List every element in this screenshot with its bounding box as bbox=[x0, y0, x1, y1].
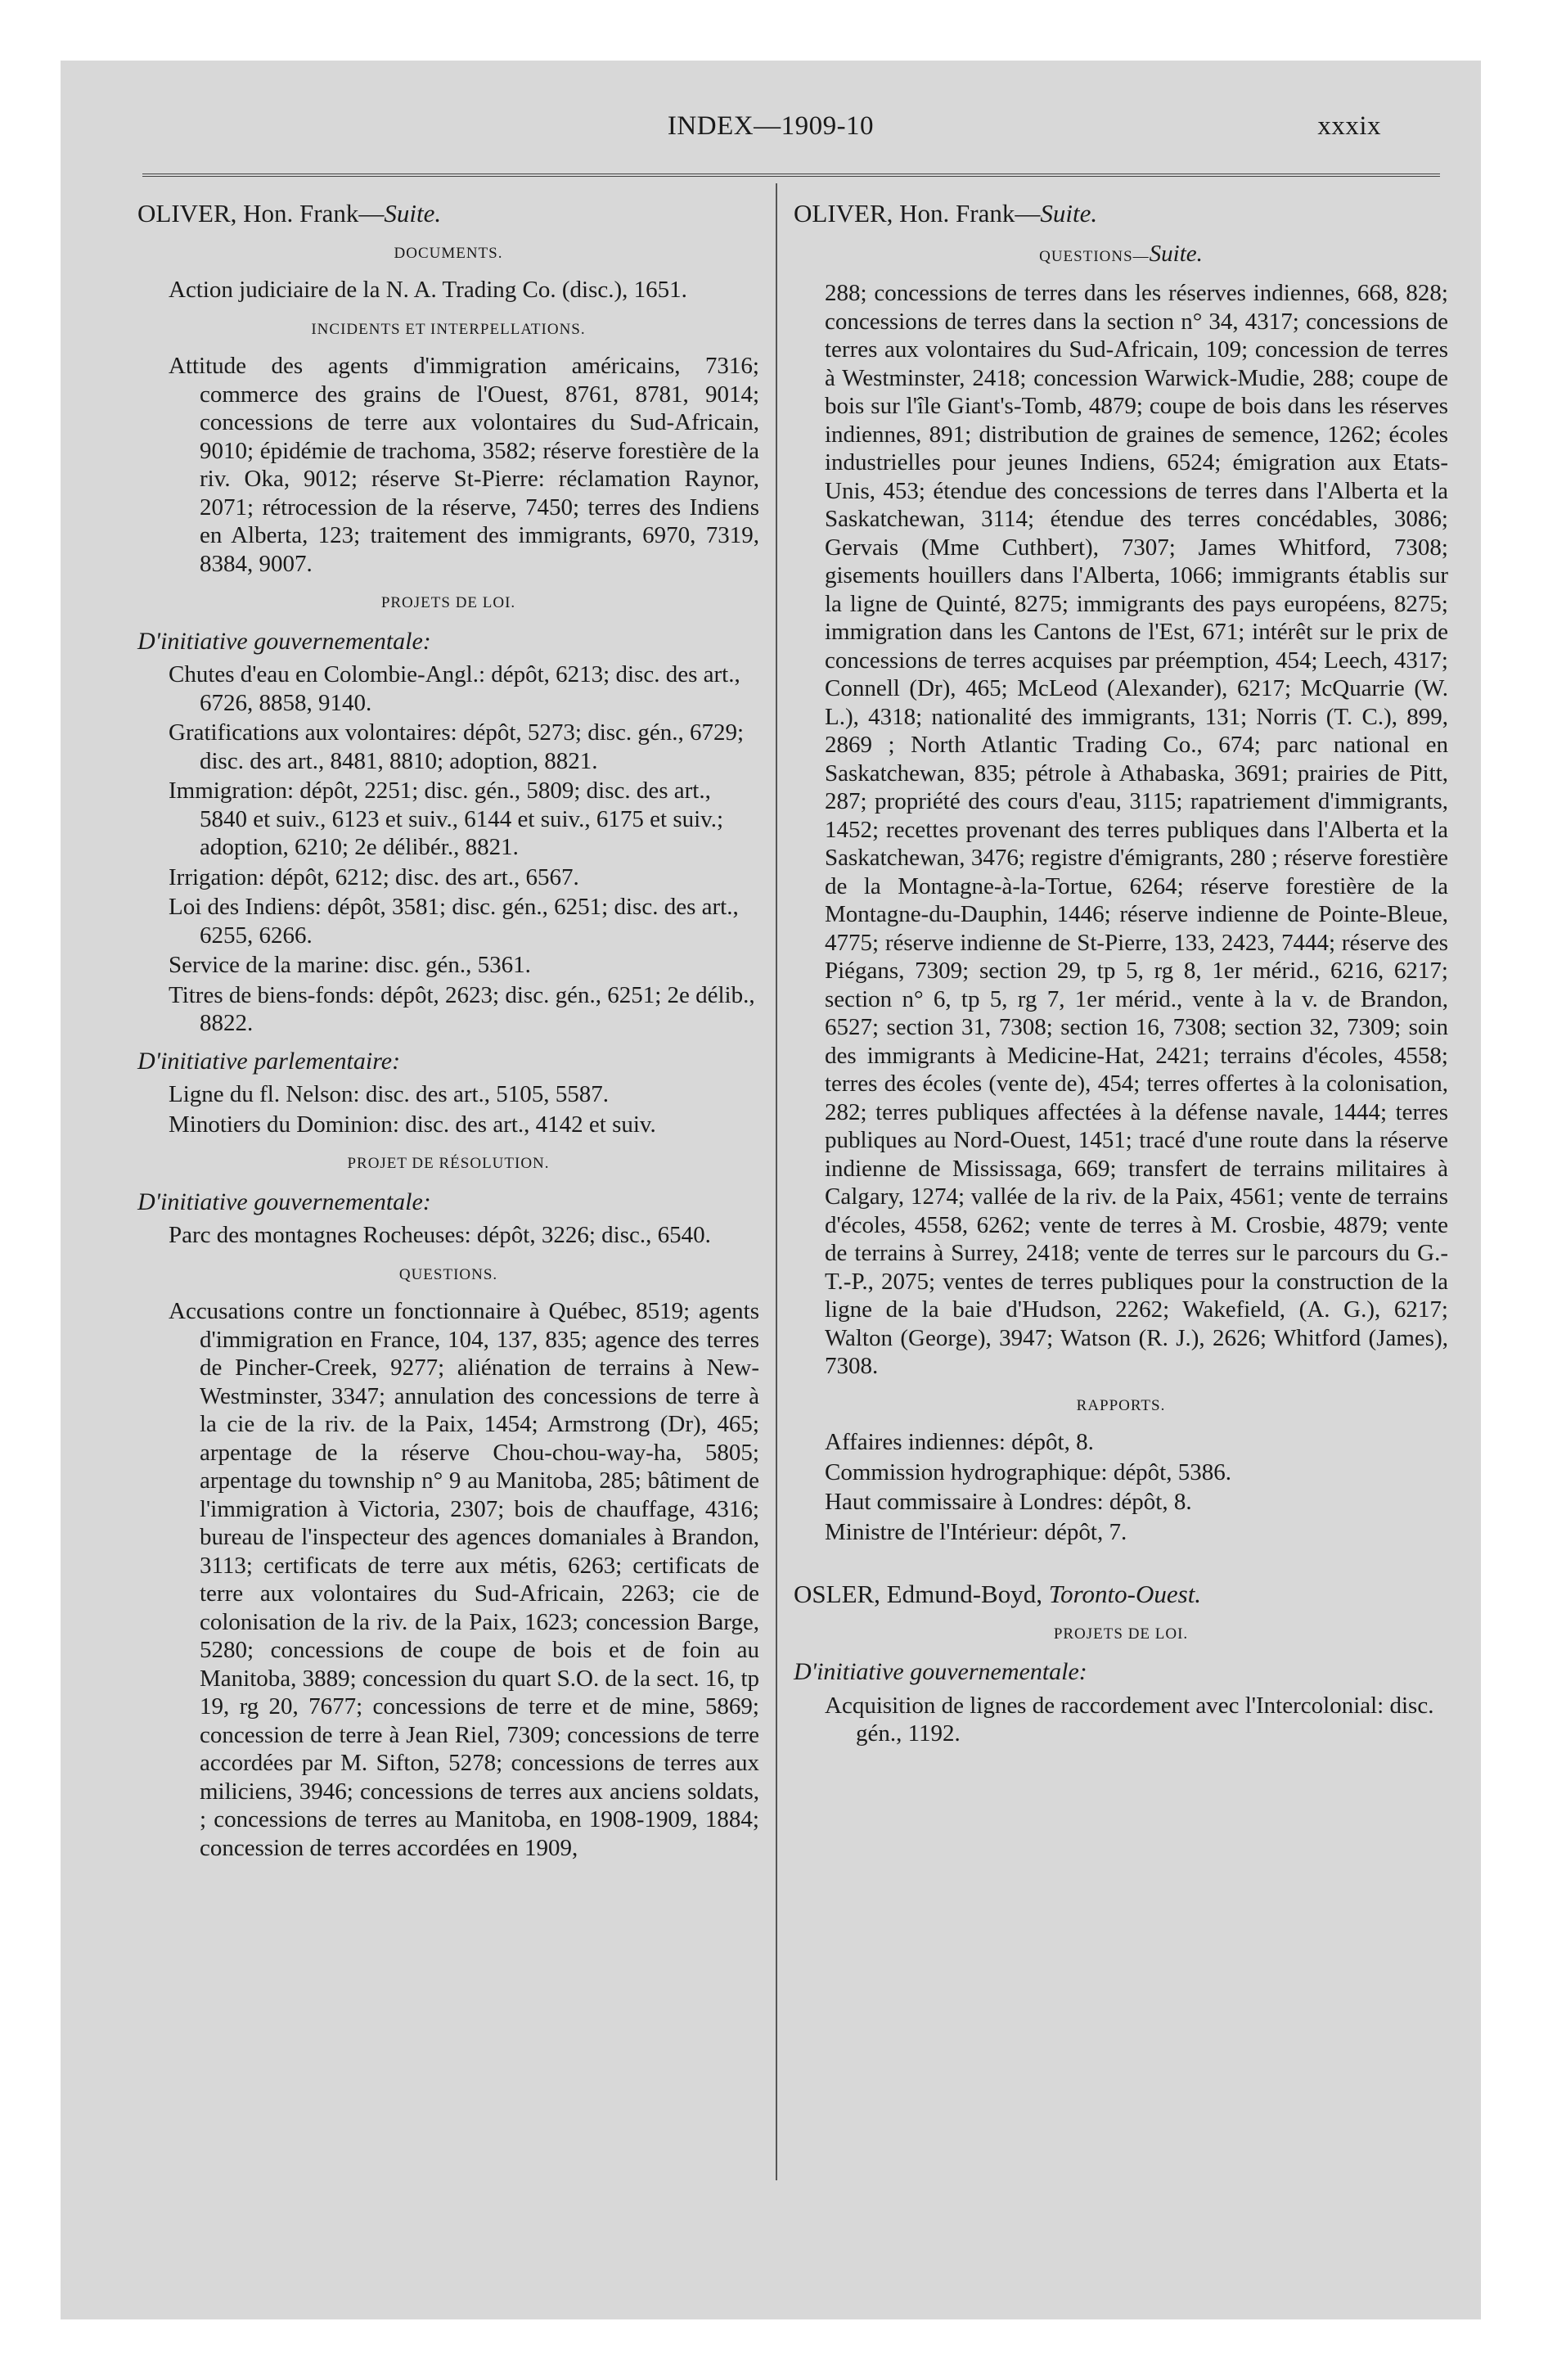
section-documents: DOCUMENTS. bbox=[394, 244, 503, 262]
list-item: Commission hydrographique: dépôt, 5386. bbox=[825, 1458, 1231, 1485]
list-item: Minotiers du Dominion: disc. des art., 4142 et suiv. bbox=[169, 1111, 656, 1138]
list-item: Immigration: dépôt, 2251; disc. gén., 5809; disc. des art., 5840 et suiv., 6123 et suiv., 6144 et suiv., 6175 et suiv.; adoption, 6210; 2e délibér., 8821. bbox=[169, 778, 724, 860]
questions-suite: Suite. bbox=[1149, 240, 1203, 267]
subhead-res-gouvernementale: D'initiative gouvernementale: bbox=[137, 1188, 431, 1215]
list-item: Titres de biens-fonds: dépôt, 2623; disc. gén., 6251; 2e délib., 8822. bbox=[169, 981, 755, 1036]
questions-text: Accusations contre un fonctionnaire à Québec, 8519; agents d'immigration en France, 104, 137, 835; agence des terres de Pincher-Creek, 9277; aliénation de terrains à New-Westminster, 3347; annulation des concessions de terre à la cie de la riv. de la Paix, 1454; Armstrong (Dr), 465; arpentage de la réserve Chou-chou-way-ha, 5805; arpentage du township n° 9 au Manitoba, 285; bâtiment de l'immigration à Victoria, 2307; bois de chauffage, 4316; bureau de l'inspecteur des agences domaniales à Brandon, 3113; certificats de terre aux métis, 6263; certificats de terre aux volontaires du Sud-Africain, 2263; cie de colonisation de la riv. de la Paix, 1623; concession Barge, 5280; concessions de coupe de bois et de foin au Manitoba, 3889; concession du quart S.O. de la sect. 16, tp 19, rg 20, 7677; concessions de terre et de mine, 5869; concession de terre à Jean Riel, 7309; concessions de terre accordées par M. Sifton, 5278; concessions de terres aux miliciens, 3946; concessions de terres aux anciens soldats, ; concessions de terres au Manitoba, en 1908-1909, 1884; concession de terres accordées en 1909, bbox=[169, 1298, 759, 1861]
incidents-text: Attitude des agents d'immigration américains, 7316; commerce des grains de l'Ouest, 8761, 8781, 9014; concessions de terre aux volontaires du Sud-Africain, 9010; épidémie de trachoma, 3582; réserve forestière de la riv. Oka, 9012; réserve St-Pierre: réclamation Raynor, 2071; rétrocession de la réserve, 7450; terres des Indiens en Alberta, 123; traitement des immigrants, 6970, 7319, 8384, 9007. bbox=[169, 353, 759, 577]
section-projet-de-resolution: PROJET DE RÉSOLUTION. bbox=[347, 1155, 550, 1172]
spacer bbox=[794, 1548, 1448, 1580]
entry-heading-oliver bbox=[137, 200, 759, 228]
entry-suite: Suite. bbox=[384, 199, 442, 228]
entry-suite: Suite. bbox=[1040, 199, 1098, 228]
page-number: xxxix bbox=[1317, 111, 1381, 141]
questions-text: 288; concessions de terres dans les réserves indiennes, 668, 828; concessions de terres dans la section n° 34, 4317; concessions de terres aux volontaires du Sud-Africain, 109; concession de terres à Westminster, 2418; concession Warwick-Mudie, 288; coupe de bois sur l'île Giant's-Tomb, 4879; coupe de bois dans les réserves indiennes, 891; distribution de graines de semence, 1262; écoles industrielles pour jeunes Indiens, 6524; émigration aux Etats-Unis, 453; étendue des concessions de terres dans l'Alberta et la Saskatchewan, 3114; étendue des terres concédables, 3086; Gervais (Mme Cuthbert), 7307; James Whitford, 7308; gisements houillers dans l'Alberta, 1066; immigrants établis sur la ligne de Quinté, 8275; immigrants des pays européens, 8275; immigration dans les Cantons de l'Est, 671; intérêt sur le prix de concessions de terres acquises par préemption, 454; Leech, 4317; Connell (Dr), 465; McLeod (Alexander), 6217; McQuarrie (W. L.), 4318; nationalité des immigrants, 131; Norris (T. C.), 899, 2869 ; North Atlantic Trading Co., 674; parc national en Saskatchewan, 835; pétrole à Athabaska, 3691; prairies de Pitt, 287; propriété des cours d'eau, 3115; rapatriement d'immigrants, 1452; recettes provenant des terres publiques dans l'Alberta et la Saskatchewan, 3476; registre d'émigrants, 280 ; réserve forestière de la Montagne-à-la-Tortue, 6264; réserve forestière de la Montagne-du-Dauphin, 1446; réserve indienne de Pointe-Bleue, 4775; réserve indienne de St-Pierre, 133, 2423, 7444; réserve des Piégans, 7309; section 29, tp 5, rg 8, 1er mérid., 6216, 6217; section n° 6, tp 5, rg 7, 1er mérid., vente à la v. de Brandon, 6527; section 31, 7308; section 16, 7308; section 32, 7309; soin des immigrants à Medicine-Hat, 2421; terrains d'écoles, 4558; terres des écoles (vente de), 454; terres offertes à la colonisation, 282; terres publiques affectées à la défense navale, 1444; terres publiques au Nord-Ouest, 1451; tracé d'une route dans la réserve indienne de Mississaga, 669; transfert de terrains militaires à Calgary, 1274; vallée de la riv. de la Paix, 4561; vente de terrains d'écoles, 4558, 6262; vente de terres à M. Crosbie, 4879; vente de terrains à Surrey, 2418; vente de terres sur le parcours du G.-T.-P., 2075; ventes de terres publiques pour la construction de la ligne de la baie d'Hudson, 2262; Wakefield, (A. G.), 6217; Walton (George), 3947; Watson (R. J.), 2626; Whitford (James), 7308. bbox=[825, 280, 1448, 1379]
section-rapports: RAPPORTS. bbox=[1076, 1396, 1166, 1414]
entry-heading-oliver-cont bbox=[794, 200, 1448, 228]
entry-riding: Toronto-Ouest. bbox=[1048, 1580, 1202, 1608]
subhead-gouvernementale: D'initiative gouvernementale: bbox=[137, 627, 431, 655]
list-item: Affaires indiennes: dépôt, 8. bbox=[825, 1429, 1094, 1455]
list-item: Parc des montagnes Rocheuses: dépôt, 3226; disc., 6540. bbox=[169, 1222, 711, 1248]
documents-item: Action judiciaire de la N. A. Trading Co. (disc.), 1651. bbox=[169, 277, 687, 303]
subhead-osler-gouvernementale: D'initiative gouvernementale: bbox=[794, 1658, 1087, 1685]
section-questions: QUESTIONS. bbox=[398, 1265, 498, 1283]
section-projets-de-loi: PROJETS DE LOI. bbox=[380, 594, 516, 611]
entry-name: OSLER, Edmund-Boyd, bbox=[794, 1580, 1049, 1608]
list-item: Irrigation: dépôt, 6212; disc. des art., 6567. bbox=[169, 863, 579, 890]
list-item: Ligne du fl. Nelson: disc. des art., 5105, 5587. bbox=[169, 1081, 610, 1107]
list-item: Ministre de l'Intérieur: dépôt, 7. bbox=[825, 1518, 1127, 1545]
entry-name: OLIVER, Hon. Frank— bbox=[794, 199, 1041, 228]
running-head: INDEX—1909-10 bbox=[667, 111, 875, 141]
list-item: Haut commissaire à Londres: dépôt, 8. bbox=[825, 1489, 1192, 1515]
list-item: Service de la marine: disc. gén., 5361. bbox=[169, 952, 531, 978]
column-divider bbox=[776, 183, 777, 2180]
list-item: Gratifications aux volontaires: dépôt, 5273; disc. gén., 6729; disc. des art., 8481, 8810; adoption, 8821. bbox=[169, 719, 745, 774]
left-column bbox=[137, 200, 759, 1864]
header-rule bbox=[142, 174, 1440, 177]
list-item: Chutes d'eau en Colombie-Angl.: dépôt, 6213; disc. des art., 6726, 8858, 9140. bbox=[169, 661, 740, 716]
index-page bbox=[61, 61, 1481, 2319]
right-column bbox=[794, 200, 1448, 1750]
section-incidents: INCIDENTS ET INTERPELLATIONS. bbox=[311, 320, 586, 338]
list-item: Acquisition de lignes de raccordement avec l'Intercolonial: disc. gén., 1192. bbox=[825, 1692, 1434, 1747]
section-osler-projets: PROJETS DE LOI. bbox=[1053, 1625, 1189, 1643]
questions-label: QUESTIONS— bbox=[1039, 247, 1150, 265]
section-questions-suite bbox=[794, 240, 1448, 272]
entry-heading-osler bbox=[794, 1580, 1448, 1609]
list-item: Loi des Indiens: dépôt, 3581; disc. gén., 6251; disc. des art., 6255, 6266. bbox=[169, 894, 739, 949]
entry-name: OLIVER, Hon. Frank— bbox=[137, 199, 385, 228]
subhead-parlementaire: D'initiative parlementaire: bbox=[137, 1047, 401, 1075]
